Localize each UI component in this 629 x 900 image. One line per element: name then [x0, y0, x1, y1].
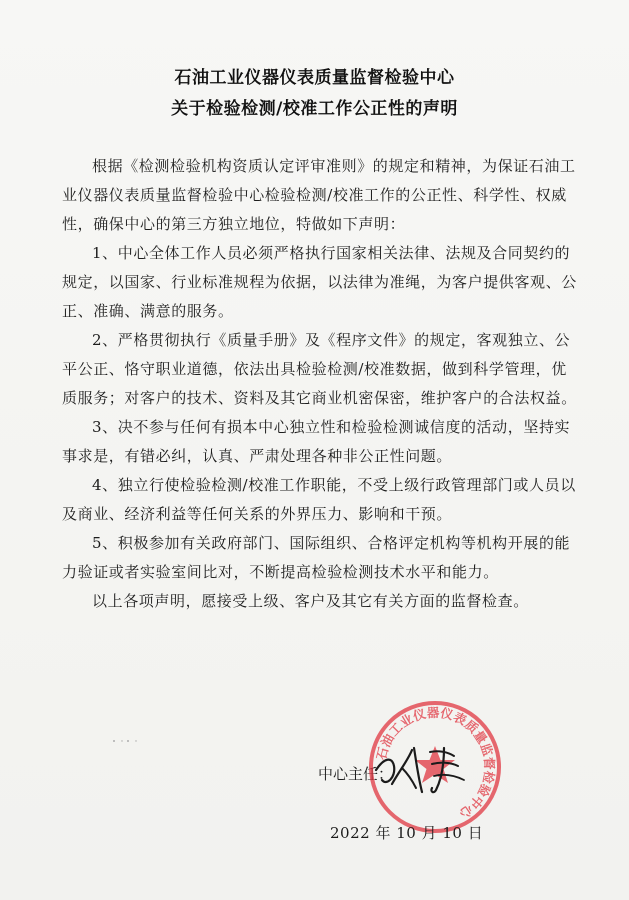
paragraph-4: 4、独立行使检验检测/校准工作职能，不受上级行政管理部门或人员以及商业、经济利益等任何关系的外界压力、影响和干预。 — [62, 476, 576, 523]
paragraph-intro: 根据《检测检验机构资质认定评审准则》的规定和精神，为保证石油工业仪器仪表质量监督检验中心检验检测/校准工作的公正性、科学性、权威性，确保中心的第三方独立地位，特做如下声明： — [62, 157, 576, 233]
document-date: 2022 年 10 月 10 日 — [330, 824, 484, 842]
scan-speck — [108, 737, 148, 745]
signature-label: 中心主任： — [318, 765, 394, 783]
body-text — [62, 152, 582, 616]
paragraph-2: 2、严格贯彻执行《质量手册》及《程序文件》的规定，客观独立、公平公正、恪守职业道德，依法出具检验检测/校准数据，做到科学管理，优质服务；对客户的技术、资料及其它商业机密保密，维护客户的合法权益。 — [62, 331, 577, 407]
document-title-line1: 石油工业仪器仪表质量监督检验中心 — [174, 68, 455, 88]
paragraph-1: 1、中心全体工作人员必须严格执行国家相关法律、法规及合同契约的规定，以国家、行业标准规程为依据，以法律为准绳，为客户提供客观、公正、准确、满意的服务。 — [62, 244, 577, 320]
paragraph-closing: 以上各项声明，愿接受上级、客户及其它有关方面的监督检查。 — [92, 592, 529, 610]
director-signature — [372, 740, 472, 798]
paragraph-5: 5、积极参加有关政府部门、国际组织、合格评定机构等机构开展的能力验证或者实验室间比对，不断提高检验检测技术水平和能力。 — [62, 534, 571, 581]
paragraph-3: 3、决不参与任何有损本中心独立性和检验检测诚信度的活动，坚持实事求是，有错必纠，认真、严肃处理各种非公正性问题。 — [62, 418, 571, 465]
svg-text:石油工业仪器仪表质量监督检验中心: 石油工业仪器仪表质量监督检验中心 — [373, 704, 498, 822]
document-title-line2: 关于检验检测/校准工作公正性的声明 — [171, 99, 458, 119]
